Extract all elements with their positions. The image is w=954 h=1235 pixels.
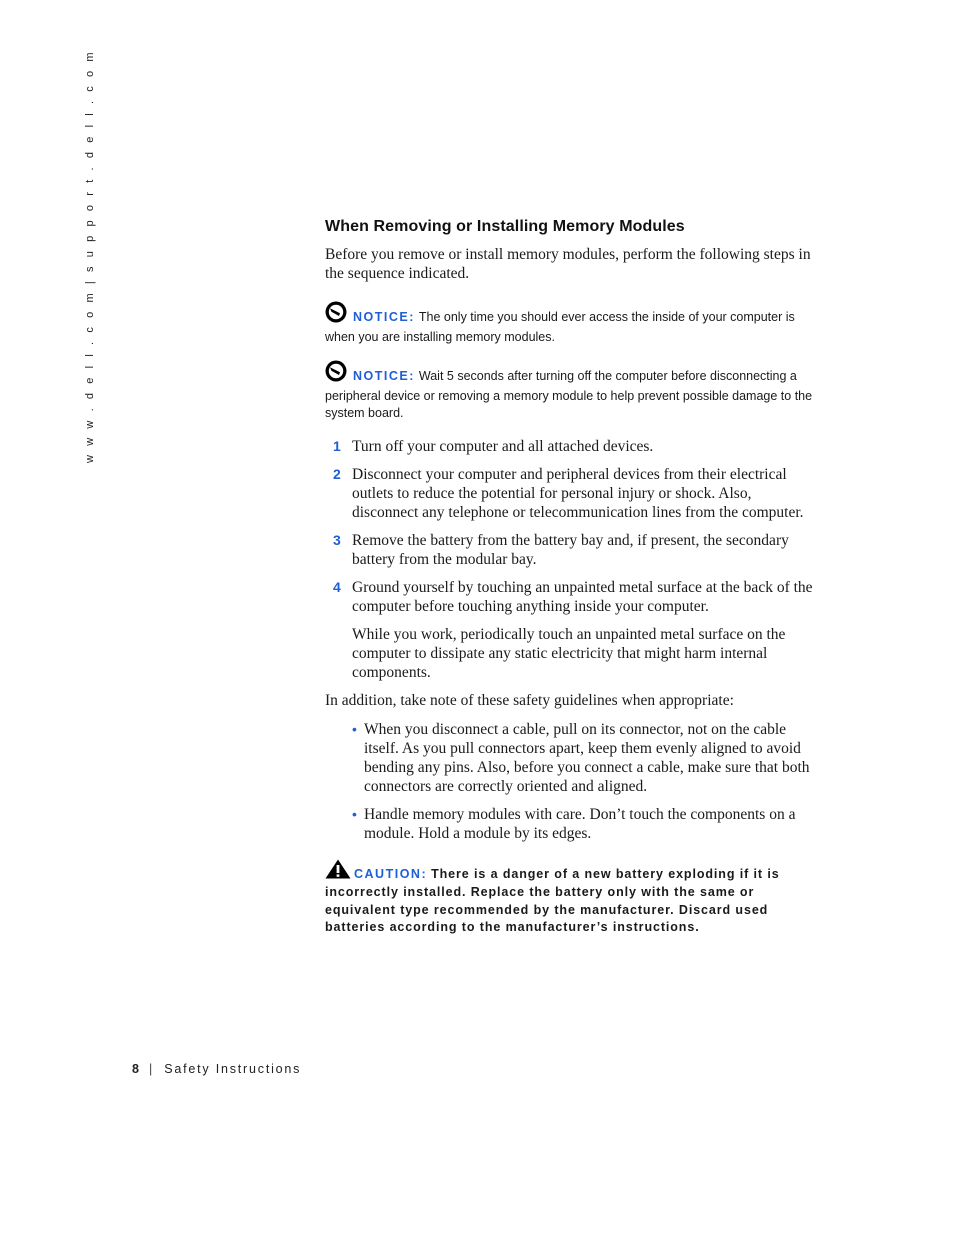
section-heading: When Removing or Installing Memory Modules — [325, 218, 685, 235]
footer-separator: | — [148, 1062, 153, 1076]
step-item — [325, 531, 813, 569]
page-number: 8 — [132, 1062, 139, 1076]
caution-block — [325, 859, 813, 937]
bullet-icon: • — [352, 805, 357, 822]
list-item — [352, 720, 813, 796]
caution-label: CAUTION: — [354, 866, 428, 881]
step-extra-paragraph: While you work, periodically touch an unpainted metal surface on the computer to dissipate any static electricity that might harm internal components. — [352, 625, 786, 681]
caution-text: There is a danger of a new battery exploding if it is incorrectly installed. Replace the battery only with the same or equivalent type recommended by the manufacturer. Discard used batteries according to the manufacturer’s instructions. — [325, 866, 780, 934]
step-item — [325, 437, 813, 456]
steps-list — [325, 437, 813, 682]
footer-title: Safety Instructions — [164, 1062, 302, 1076]
step-item — [325, 578, 813, 682]
notice-2 — [325, 360, 813, 423]
step-item — [325, 465, 813, 522]
step-text: Turn off your computer and all attached devices. — [352, 437, 654, 455]
notice-icon — [325, 360, 347, 388]
bullet-text: Handle memory modules with care. Don’t touch the components on a module. Hold a module by its edges. — [364, 805, 796, 842]
step-text: Remove the battery from the battery bay and, if present, the secondary battery from the modular bay. — [352, 531, 789, 568]
step-text: Ground yourself by touching an unpainted metal surface at the back of the computer before touching anything inside your computer. — [352, 578, 813, 615]
side-url-text: w w w . d e l l . c o m | s u p p o r t . d e l l . c o m — [84, 49, 96, 463]
step-text: Disconnect your computer and peripheral devices from their electrical outlets to reduce the potential for personal injury or shock. Also, disconnect any telephone or telecommunication lines from the computer. — [352, 465, 804, 521]
step-number: 3 — [333, 531, 341, 548]
intro-paragraph: Before you remove or install memory modules, perform the following steps in the sequence indicated. — [325, 246, 811, 282]
list-item — [352, 805, 813, 843]
bullet-text: When you disconnect a cable, pull on its connector, not on the cable itself. As you pull connectors apart, keep them evenly aligned to avoid bending any pins. Also, before you connect a cable, make sure that both connectors are correctly oriented and aligned. — [364, 720, 810, 795]
notice-text: The only time you should ever access the inside of your computer is when you are installing memory modules. — [325, 310, 795, 344]
guidelines-list — [325, 720, 813, 843]
warning-triangle-icon — [325, 859, 351, 885]
guidelines-intro: In addition, take note of these safety guidelines when appropriate: — [325, 691, 734, 709]
notice-1 — [325, 301, 813, 346]
page-content — [325, 218, 813, 937]
step-number: 4 — [333, 578, 341, 595]
bullet-icon: • — [352, 720, 357, 737]
notice-text: Wait 5 seconds after turning off the computer before disconnecting a peripheral device or removing a memory module to help prevent possible damage to the system board. — [325, 369, 813, 420]
page-footer — [132, 1062, 301, 1076]
notice-icon — [325, 301, 347, 329]
notice-label: NOTICE: — [353, 369, 415, 383]
step-number: 2 — [333, 465, 341, 482]
notice-label: NOTICE: — [353, 310, 415, 324]
step-number: 1 — [333, 437, 341, 454]
